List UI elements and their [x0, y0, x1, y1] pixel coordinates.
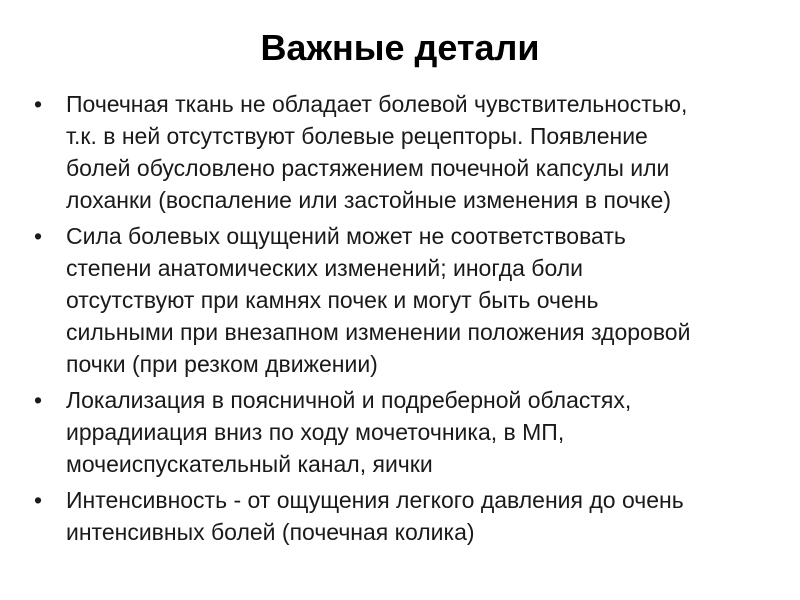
- bullet-text: Сила болевых ощущений может не соответствовать степени анатомических изменений; иногда боли отсутствуют при камнях почек и могут быть очень сильными при внезапном изменении положения здоровой почки (при резком движении): [66, 223, 691, 377]
- bullet-item: [30, 220, 794, 380]
- bullet-icon: •: [34, 387, 43, 413]
- bullet-list: [30, 88, 794, 552]
- bullet-text: Локализация в поясничной и подреберной областях, иррадииация вниз по ходу мочеточника, в МП, мочеиспускательный канал, яички: [66, 387, 632, 477]
- bullet-text: Почечная ткань не обладает болевой чувствительностью, т.к. в ней отсутствуют болевые рецепторы. Появление болей обусловлено растяжением почечной капсулы или лоханки (воспаление или застойные изменения в почке): [66, 91, 688, 213]
- bullet-item: [30, 88, 794, 216]
- slide-title: Важные детали: [260, 27, 540, 68]
- bullet-item: [30, 484, 794, 548]
- bullet-icon: •: [34, 91, 43, 117]
- bullet-icon: •: [34, 223, 43, 249]
- bullet-item: [30, 384, 794, 480]
- bullet-text: Интенсивность - от ощущения легкого давления до очень интенсивных болей (почечная колика): [66, 487, 684, 545]
- bullet-icon: •: [34, 487, 43, 513]
